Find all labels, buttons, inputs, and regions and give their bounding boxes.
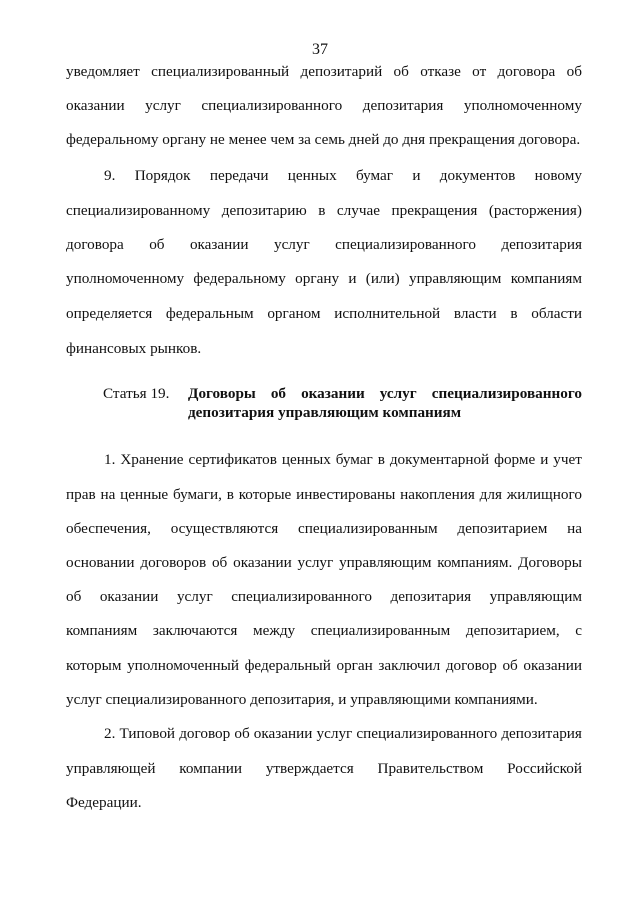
text-line [104, 450, 582, 470]
word: специализированного [231, 588, 372, 605]
word: в [318, 202, 326, 219]
word: от [472, 63, 487, 80]
word: специализированного [356, 725, 498, 742]
word: на [100, 486, 116, 503]
word: 1. [104, 451, 116, 468]
word: специализированным [310, 622, 451, 639]
word: управляющим [339, 554, 432, 571]
word: депозитария [390, 588, 472, 605]
word: услуг [316, 725, 353, 742]
word: об [566, 63, 582, 80]
word: Российской [507, 760, 582, 777]
word: основании [66, 554, 135, 571]
word: компаниям. [437, 554, 513, 571]
word: (или) [365, 270, 400, 287]
word: накопления [400, 486, 475, 503]
word: специализированного [335, 236, 476, 253]
word: об [270, 385, 287, 402]
word: компании [179, 760, 243, 777]
word: Хранение [120, 451, 184, 468]
word: депозитарием [457, 520, 548, 537]
word: об [234, 725, 250, 742]
word: органом [267, 305, 321, 322]
word: федеральный [244, 657, 331, 674]
word: услуг [273, 236, 310, 253]
word: органу [295, 270, 340, 287]
word: специализированного [431, 385, 582, 402]
text-line [66, 759, 582, 779]
word: оказании [253, 725, 313, 742]
word: специализированный [151, 63, 290, 80]
word: 9. [104, 167, 116, 184]
word: оказании [523, 657, 582, 674]
word: в [377, 451, 385, 468]
text-line [104, 724, 582, 744]
word: договора [66, 236, 124, 253]
word: утверждается [265, 760, 354, 777]
text-line [66, 201, 582, 221]
word: и [540, 451, 549, 468]
word: заключаются [152, 622, 238, 639]
word: управляющим [409, 270, 502, 287]
word: уведомляет [66, 63, 140, 80]
word: (расторжения) [488, 202, 582, 219]
word: документов [439, 167, 516, 184]
word: услуг [176, 588, 213, 605]
word: об [149, 236, 165, 253]
word: Договоры [518, 554, 582, 571]
word: услуг [145, 97, 181, 114]
word: оказании [189, 236, 249, 253]
text-line [66, 587, 582, 607]
word: в [510, 305, 518, 322]
word: сертификатов [188, 451, 277, 468]
word: уполномоченному [463, 97, 582, 114]
text-line: услуг специализированного депозитария, и управляющими компаниями. [66, 691, 538, 708]
word: уполномоченный [127, 657, 239, 674]
text-line [66, 235, 582, 255]
word: между [252, 622, 296, 639]
text-line [66, 304, 582, 324]
text-line: федеральному органу не менее чем за семь дней до дня прекращения договора. [66, 131, 581, 148]
word: бумаги, [172, 486, 222, 503]
word: ценных [287, 167, 337, 184]
word: управляющим [489, 588, 582, 605]
word: договора [497, 63, 556, 80]
text-line [104, 166, 582, 186]
word: управляющей [66, 760, 156, 777]
word: об [211, 554, 228, 571]
word: на [567, 520, 582, 537]
word: компаниям [510, 270, 582, 287]
word: депозитария [501, 236, 582, 253]
word: форме [494, 451, 536, 468]
word: документарной [389, 451, 490, 468]
word: оказании [66, 97, 125, 114]
word: специализированного [201, 97, 343, 114]
word: Договоры [188, 385, 256, 402]
word: и [348, 270, 357, 287]
word: депозитарию [221, 202, 307, 219]
word: инвестированы [296, 486, 396, 503]
word: уполномоченному [66, 270, 185, 287]
word: об [66, 588, 82, 605]
word: ценных [281, 451, 331, 468]
word: отказе [420, 63, 461, 80]
article-title-line: депозитария управляющим компаниям [188, 404, 462, 421]
text-line [66, 269, 582, 289]
word: случае [336, 202, 380, 219]
article-title-line [188, 384, 582, 404]
word: 2. [104, 725, 116, 742]
word: специализированному [66, 202, 211, 219]
text-line [66, 485, 582, 505]
word: для [479, 486, 502, 503]
word: об [502, 657, 518, 674]
word: обеспечения, [66, 520, 151, 537]
word: федеральному [193, 270, 286, 287]
word: депозитария [501, 725, 582, 742]
word: ценные [120, 486, 169, 503]
word: федеральным [165, 305, 254, 322]
word: и [412, 167, 421, 184]
word: Правительством [377, 760, 484, 777]
article-label: Статья 19. [103, 385, 170, 402]
word: заключил [378, 657, 441, 674]
text-line [66, 621, 582, 641]
word: Типовой [119, 725, 176, 742]
word: услуг [379, 385, 417, 402]
word: специализированным [298, 520, 438, 537]
word: прав [66, 486, 96, 503]
page-number: 37 [312, 41, 328, 58]
word: бумаг [355, 167, 394, 184]
word: определяется [66, 305, 153, 322]
word: договор [445, 657, 497, 674]
word: передачи [209, 167, 269, 184]
word: оказании [233, 554, 292, 571]
word: оказании [99, 588, 159, 605]
word: прекращения [391, 202, 478, 219]
word: оказании [301, 385, 365, 402]
word: осуществляются [170, 520, 279, 537]
word: области [531, 305, 582, 322]
text-line [66, 96, 582, 116]
text-line [66, 62, 582, 82]
word: орган [336, 657, 373, 674]
word: договоров [140, 554, 207, 571]
text-line [66, 656, 582, 676]
word: депозитария [362, 97, 444, 114]
word: об [393, 63, 409, 80]
word: договор [179, 725, 231, 742]
word: которые [238, 486, 292, 503]
word: компаниям [66, 622, 138, 639]
word: бумаг [335, 451, 373, 468]
word: которым [66, 657, 122, 674]
word: жилищного [506, 486, 582, 503]
text-line: финансовых рынков. [66, 340, 202, 357]
text-line: Федерации. [66, 794, 142, 811]
word: депозитарием, [465, 622, 560, 639]
text-line [66, 553, 582, 573]
word: Порядок [134, 167, 191, 184]
word: учет [553, 451, 582, 468]
word: услуг [297, 554, 334, 571]
word: исполнительной [334, 305, 441, 322]
word: депозитарий [300, 63, 383, 80]
word: новому [534, 167, 582, 184]
word: с [575, 622, 582, 639]
word: в [226, 486, 234, 503]
text-line [66, 519, 582, 539]
word: власти [453, 305, 497, 322]
